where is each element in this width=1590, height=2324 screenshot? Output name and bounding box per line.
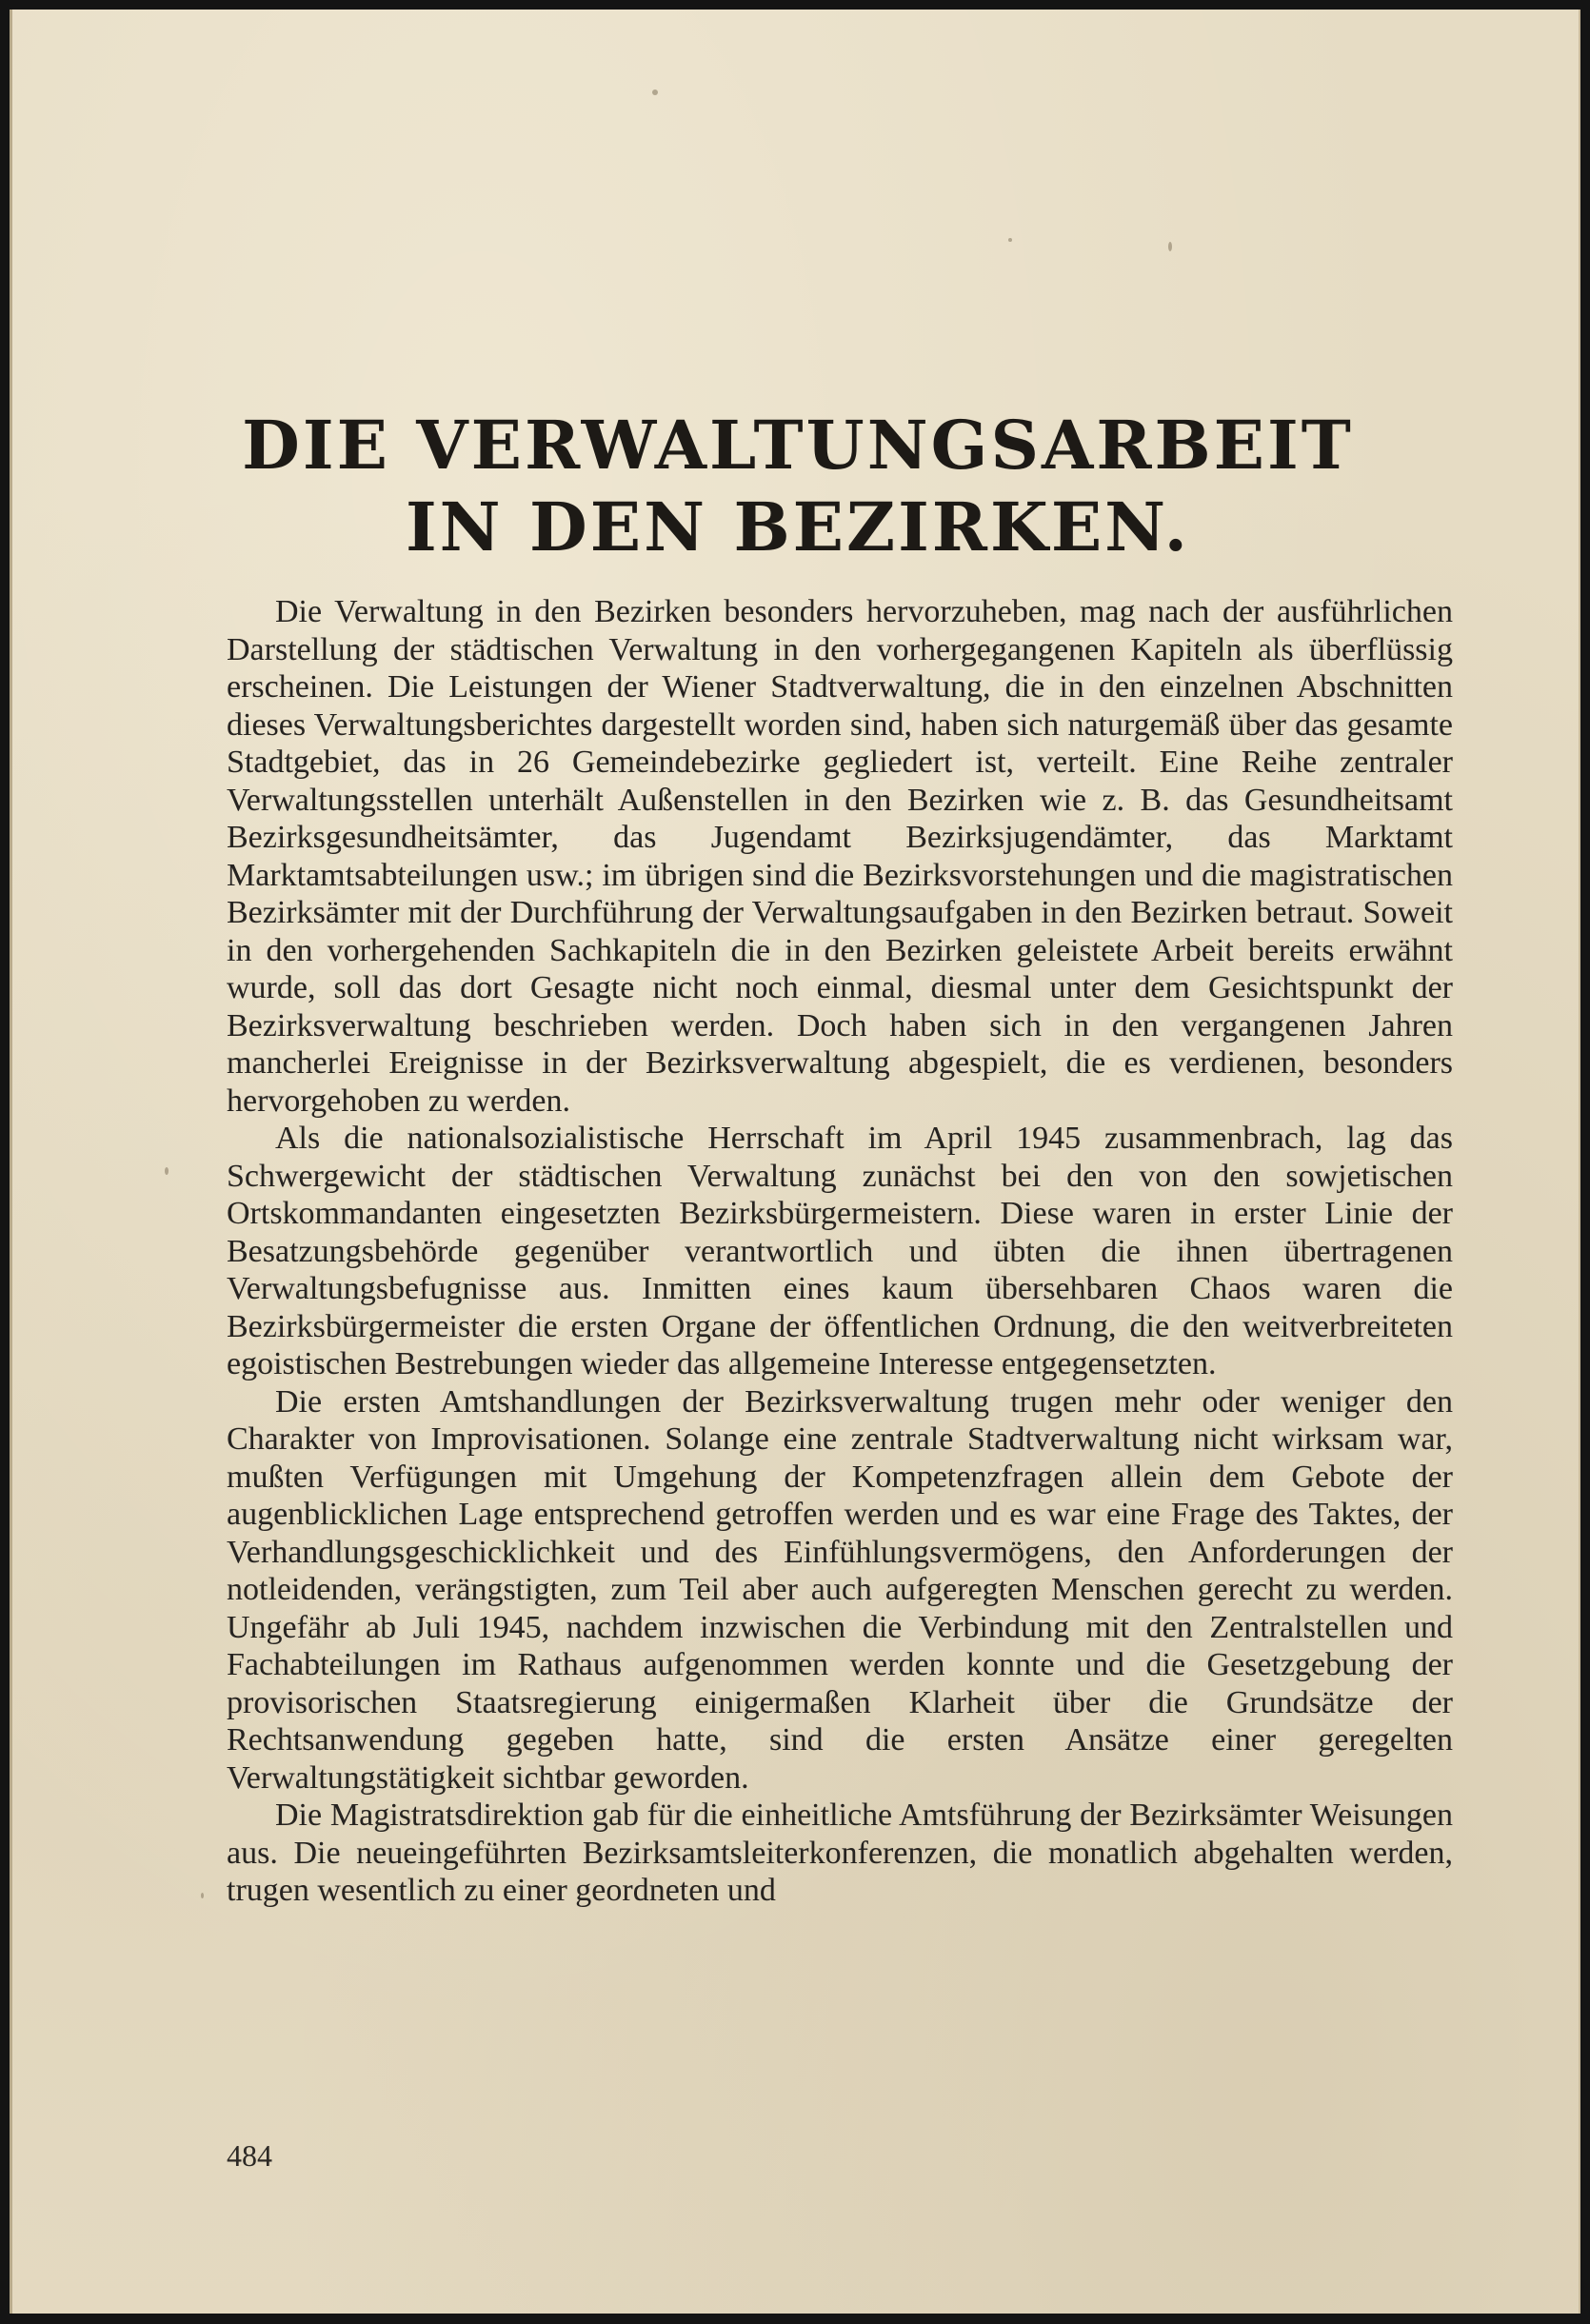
- body-text: [227, 593, 1453, 1910]
- paragraph-2: Als die nationalsozialistische Herrschaft im April 1945 zusammenbrach, lag das Schwergewicht der städtischen Verwaltung zunächst bei den von den sowjetischen Ortskommandanten eingesetzten Bezirksbürgermeistern. Diese waren in erster Linie der Besatzungsbehörde gegenüber verantwortlich und übten die ihnen übertragenen Verwaltungsbefugnisse aus. Inmitten eines kaum übersehbaren Chaos waren die Bezirksbürgermeister die ersten Organe der öffentlichen Ordnung, die den weitverbreiteten egoistischen Bestrebungen wieder das allgemeine Interesse entgegensetzten.: [227, 1121, 1453, 1381]
- paper-speck: [1168, 242, 1172, 251]
- paragraph-1: Die Verwaltung in den Bezirken besonders hervorzuheben, mag nach der ausführlichen Darstellung der städtischen Verwaltung in den vorhergegangenen Kapiteln als überflüssig erscheinen. Die Leistungen der Wiener Stadtverwaltung, die in den einzelnen Abschnitten dieses Verwaltungsberichtes dargestellt worden sind, haben sich naturgemäß über das gesamte Stadtgebiet, das in 26 Gemeindebezirke gegliedert ist, verteilt. Eine Reihe zentraler Verwaltungsstellen unterhält Außenstellen in den Bezirken wie z. B. das Gesundheitsamt Bezirksgesundheitsämter, das Jugendamt Bezirksjugendämter, das Marktamt Marktamtsabteilungen usw.; im übrigen sind die Bezirksvorstehungen und die magistratischen Bezirksämter mit der Durchführung der Verwaltungsaufgaben in den Bezirken betraut. Soweit in den vorhergehenden Sachkapiteln die in den Bezirken geleistete Arbeit bereits erwähnt wurde, soll das dort Gesagte nicht noch einmal, diesmal unter dem Gesichtspunkt der Bezirksverwaltung beschrieben werden. Doch haben sich in den vergangenen Jahren mancherlei Ereignisse in der Bezirksverwaltung abgespielt, die es verdienen, besonders hervorgehoben zu werden.: [227, 594, 1453, 1119]
- document-page: [10, 10, 1580, 2314]
- paragraph-4: Die Magistratsdirektion gab für die einheitliche Amtsführung der Bezirksämter Weisungen aus. Die neueingeführten Bezirksamtsleiterkonferenzen, die monatlich abgehalten werden, trugen wesentlich zu einer geordneten und: [227, 1798, 1453, 1908]
- paragraph-3: Die ersten Amtshandlungen der Bezirksverwaltung trugen mehr oder weniger den Charakter von Improvisationen. Solange eine zentrale Stadtverwaltung nicht wirksam war, mußten Verfügungen mit Umgehung der Kompetenzfragen allein dem Gebote der augenblicklichen Lage entsprechend getroffen werden und es war eine Frage des Taktes, der Verhandlungsgeschicklichkeit und des Einfühlungsvermögens, den Anforderungen der notleidenden, verängstigten, zum Teil aber auch aufgeregten Menschen gerecht zu werden. Ungefähr ab Juli 1945, nachdem inzwischen die Verbindung mit den Zentralstellen und Fachabteilungen im Rathaus aufgenommen werden konnte und die Gesetzgebung der provisorischen Staatsregierung einigermaßen Klarheit über die Grundsätze der Rechtsanwendung gegeben hatte, sind die ersten Ansätze einer geregelten Verwaltungstätigkeit sichtbar geworden.: [227, 1383, 1453, 1796]
- page-number: 484: [227, 2138, 272, 2173]
- paper-speck: [652, 89, 658, 95]
- chapter-title-line-1: DIE VERWALTUNGSARBEIT: [242, 406, 1354, 485]
- chapter-title: [127, 405, 1469, 568]
- paper-speck: [1008, 238, 1012, 242]
- paper-speck: [165, 1167, 169, 1175]
- paper-speck: [201, 1893, 204, 1898]
- chapter-title-line-2: IN DEN BEZIRKEN.: [405, 487, 1191, 566]
